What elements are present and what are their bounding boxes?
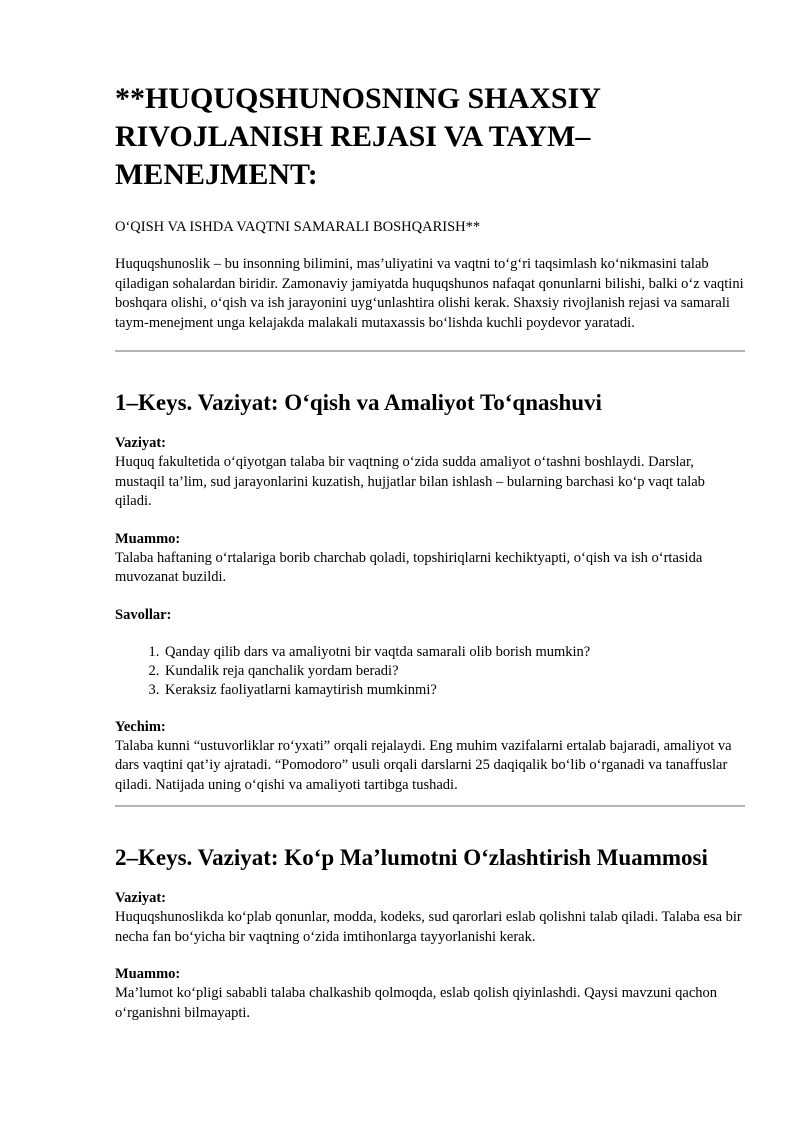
intro-paragraph: Huquqshunoslik – bu insonning bilimini, mas’uliyatini va vaqtni to‘g‘ri taqsimlash ko‘nikmasini talab qiladigan sohalardan biridir. Zamonaviy jamiyatda huquqshunos nafaqat qonunlarni bilishi, balki o‘z vaqtini boshqara olishi, o‘qish va ish jarayonini uyg‘unlashtira olishi kerak. Shaxsiy rivojlanish rejasi va samarali taym-menejment unga kelajakda malakali mutaxassis bo‘lishda kuchli poydevor yaratadi. — [115, 256, 744, 331]
case1-problem-text: Talaba haftaning o‘rtalariga borib charchab qoladi, topshiriqlarni kechiktyapti, o‘qish va ish o‘rtasida muvozanat buzildi. — [115, 549, 703, 585]
section-divider — [115, 350, 745, 352]
case1-solution-text: Talaba kunni “ustuvorliklar ro‘yxati” orqali rejalaydi. Eng muhim vazifalarni ertalab bajaradi, amaliyot va dars vaqtini qat’iy ajratadi. “Pomodoro” usuli orqali darslarni 25 daqiqalik bo‘lib o‘rganadi va tanaffuslar qiladi. Natijada uning o‘qishi va amaliyoti tartibga tushadi. — [115, 737, 732, 793]
case1-questions-list — [115, 643, 745, 700]
list-item: 2. Kundalik reja qanchalik yordam beradi? — [163, 662, 745, 681]
case1-questions-label: Savollar: — [115, 606, 172, 623]
list-item: 1. Qanday qilib dars va amaliyotni bir vaqtda samarali olib borish mumkin? — [163, 643, 745, 662]
section-divider — [115, 805, 745, 807]
document-title: **HUQUQSHUNOSNING SHAXSIY RIVOJLANISH REJASI VA TAYM–MENEJMENT: — [115, 82, 600, 191]
case2-situation-text: Huquqshunoslikda ko‘plab qonunlar, modda, kodeks, sud qarorlari eslab qolishni talab qiladi. Talaba esa bir necha fan bo‘yicha bir vaqtning o‘zida imtihonlarga tayyorlanishi kerak. — [115, 909, 742, 945]
case1-situation-text: Huquq fakultetida o‘qiyotgan talaba bir vaqtning o‘zida sudda amaliyot o‘tashni boshlaydi. Darslar, mustaqil ta’lim, sud jarayonlarini kuzatish, hujjatlar bilan ishlash – bularning barchasi ko‘p vaqt talab qiladi. — [115, 454, 705, 509]
document-content — [115, 80, 745, 1023]
case2-heading: 2–Keys. Vaziyat: Ko‘p Ma’lumotni O‘zlashtirish Muammosi — [115, 845, 708, 870]
case1-heading: 1–Keys. Vaziyat: O‘qish va Amaliyot To‘qnashuvi — [115, 390, 602, 415]
case1-situation-label: Vaziyat: — [115, 435, 167, 451]
document-subtitle: O‘QISH VA ISHDA VAQTNI SAMARALI BOSHQARISH** — [115, 219, 481, 235]
case1-solution-label: Yechim: — [115, 718, 166, 735]
list-item: 3. Keraksiz faoliyatlarni kamaytirish mumkinmi? — [163, 681, 745, 700]
case2-situation-label: Vaziyat: — [115, 890, 167, 906]
case1-problem-label: Muammo: — [115, 530, 181, 547]
case2-problem-label: Muammo: — [115, 966, 181, 982]
case2-problem-text: Ma’lumot ko‘pligi sababli talaba chalkashib qolmoqda, eslab qolish qiyinlashdi. Qaysi mavzuni qachon o‘rganishni bilmayapti. — [115, 985, 718, 1021]
